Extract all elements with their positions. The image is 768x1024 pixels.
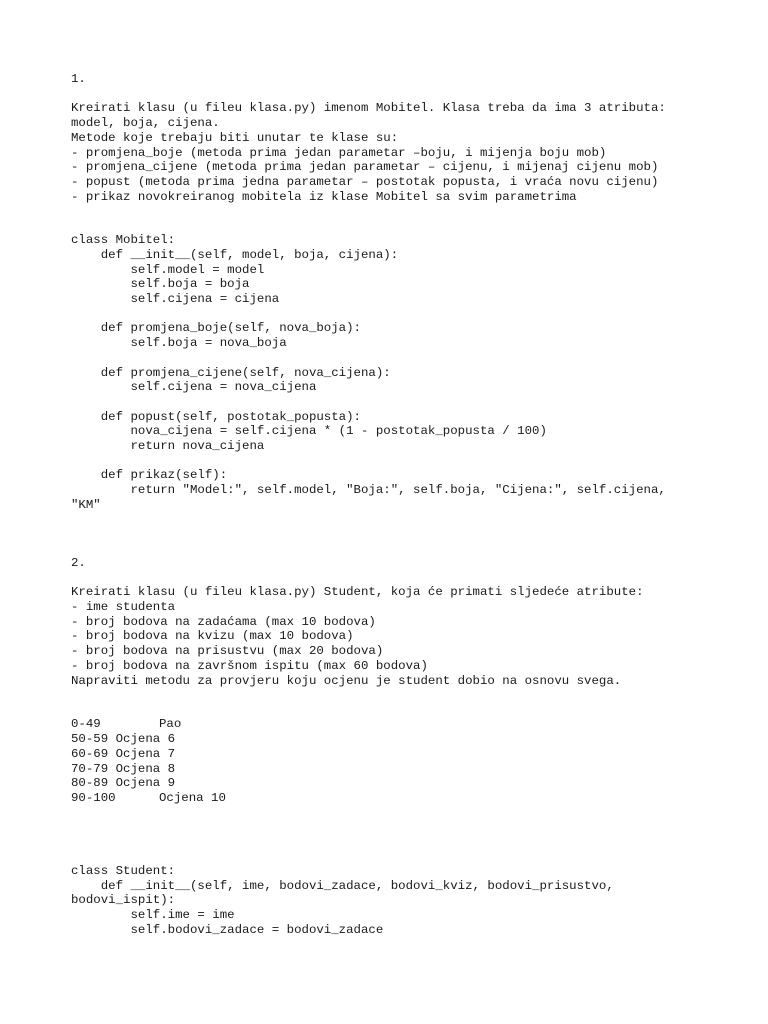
- section-1-task-line: - popust (metoda prima jedna parametar – postotak popusta, i vraća novu cijenu): [71, 175, 659, 189]
- grade-row: [71, 791, 226, 806]
- grade-row: [71, 717, 181, 732]
- grade-range: 70-79: [71, 762, 109, 776]
- grade-range: 0-49: [71, 717, 101, 731]
- grade-row: [71, 776, 175, 791]
- grade-row: [71, 747, 175, 762]
- section-2-task-line: - broj bodova na prisustvu (max 20 bodova): [71, 644, 384, 658]
- code-line: return "Model:", self.model, "Boja:", self.boja, "Cijena:", self.cijena,: [71, 483, 666, 497]
- section-1-number: 1.: [71, 72, 86, 86]
- section-2-task-line: - broj bodova na kvizu (max 10 bodova): [71, 629, 354, 643]
- code-line: def __init__(self, model, boja, cijena):: [71, 248, 399, 262]
- section-1-task-line: - promjena_cijene (metoda prima jedan parametar – cijenu, i mijenaj cijenu mob): [71, 160, 659, 174]
- grade-label: Ocjena 6: [115, 732, 176, 746]
- section-1-task-line: - promjena_boje (metoda prima jedan parametar –boju, i mijenja boju mob): [71, 146, 607, 160]
- grade-label: Ocjena 7: [115, 747, 176, 761]
- code-line: self.boja = nova_boja: [71, 336, 287, 350]
- grade-row: [71, 762, 175, 777]
- code-line: return nova_cijena: [71, 439, 265, 453]
- code-line: self.ime = ime: [71, 908, 235, 922]
- grade-label: Pao: [159, 717, 182, 731]
- section-2-task-line: Kreirati klasu (u fileu klasa.py) Student, koja će primati sljedeće atribute:: [71, 585, 644, 599]
- code-line: self.cijena = nova_cijena: [71, 380, 317, 394]
- grade-range: 60-69: [71, 747, 109, 761]
- section-1-task-line: model, boja, cijena.: [71, 116, 220, 130]
- code-line: bodovi_ispit):: [71, 893, 176, 907]
- code-line: "KM": [71, 498, 101, 512]
- code-line: def promjena_cijene(self, nova_cijena):: [71, 366, 391, 380]
- grade-label: Ocjena 9: [115, 776, 176, 790]
- section-1-task-line: - prikaz novokreiranog mobitela iz klase Mobitel sa svim parametrima: [71, 190, 577, 204]
- grade-row: [71, 732, 175, 747]
- grade-range: 90-100: [71, 791, 116, 805]
- section-2-task-line: Napraviti metodu za provjeru koju ocjenu je student dobio na osnovu svega.: [71, 674, 622, 688]
- code-line: def promjena_boje(self, nova_boja):: [71, 321, 361, 335]
- code-line: self.cijena = cijena: [71, 292, 280, 306]
- code-line: self.boja = boja: [71, 277, 250, 291]
- section-2-number: 2.: [71, 556, 86, 570]
- grade-label: Ocjena 10: [159, 791, 226, 805]
- section-2-task-line: - ime studenta: [71, 600, 176, 614]
- section-1-task-line: Kreirati klasu (u fileu klasa.py) imenom Mobitel. Klasa treba da ima 3 atributa:: [71, 101, 666, 115]
- code-line: class Student:: [71, 864, 176, 878]
- grade-range: 80-89: [71, 776, 109, 790]
- code-line: class Mobitel:: [71, 233, 176, 247]
- section-2-task-line: - broj bodova na zadaćama (max 10 bodova): [71, 615, 376, 629]
- code-line: nova_cijena = self.cijena * (1 - postotak_popusta / 100): [71, 424, 547, 438]
- grade-label: Ocjena 8: [115, 762, 176, 776]
- code-line: self.model = model: [71, 263, 265, 277]
- section-2-task-line: - broj bodova na završnom ispitu (max 60 bodova): [71, 659, 428, 673]
- grade-range: 50-59: [71, 732, 109, 746]
- code-line: def __init__(self, ime, bodovi_zadace, bodovi_kviz, bodovi_prisustvo,: [71, 879, 614, 893]
- section-1-task-line: Metode koje trebaju biti unutar te klase su:: [71, 131, 399, 145]
- code-line: def popust(self, postotak_popusta):: [71, 410, 361, 424]
- code-line: self.bodovi_zadace = bodovi_zadace: [71, 923, 384, 937]
- code-line: def prikaz(self):: [71, 468, 228, 482]
